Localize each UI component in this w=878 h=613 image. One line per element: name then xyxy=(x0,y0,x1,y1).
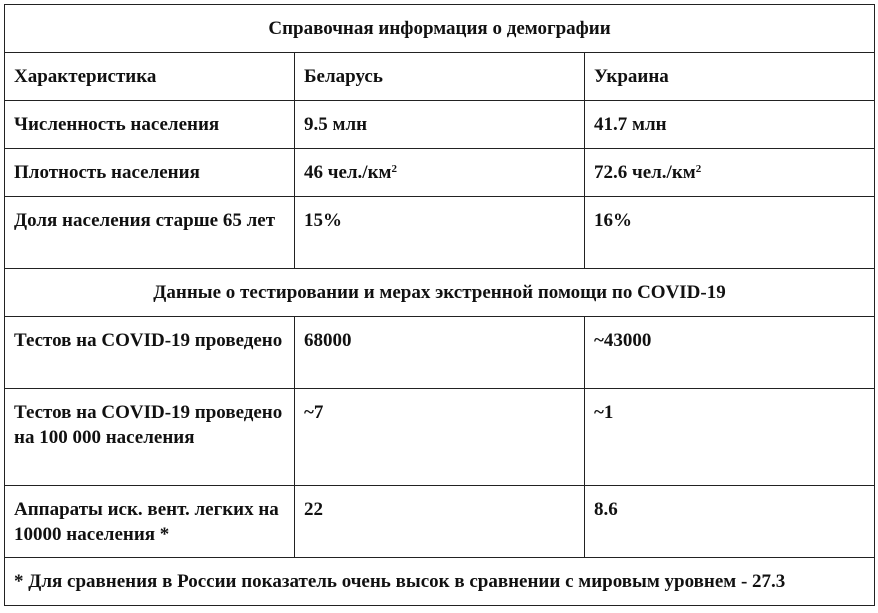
table-row xyxy=(5,149,875,197)
belarus-value: 68000 xyxy=(295,317,585,389)
table-row xyxy=(5,317,875,389)
covid-section-title: Данные о тестировании и мерах экстренной помощи по COVID-19 xyxy=(5,269,875,317)
belarus-value: 9.5 млн xyxy=(295,101,585,149)
ukraine-value: ~1 xyxy=(585,389,875,486)
row-label: Доля населения старше 65 лет xyxy=(5,197,295,269)
belarus-value: 46 чел./км xyxy=(304,162,392,183)
ukraine-value: ~43000 xyxy=(585,317,875,389)
unit-superscript: 2 xyxy=(391,163,397,175)
table-row xyxy=(5,389,875,486)
table-row xyxy=(5,101,875,149)
demography-table xyxy=(4,4,875,606)
ukraine-value-cell xyxy=(585,149,875,197)
ukraine-value: 41.7 млн xyxy=(585,101,875,149)
row-label: Плотность населения xyxy=(5,149,295,197)
row-label: Аппараты иск. вент. легких на 10000 населения * xyxy=(5,486,295,558)
column-header-ukraine: Украина xyxy=(585,53,875,101)
row-label: Тестов на COVID-19 проведено на 100 000 населения xyxy=(5,389,295,486)
row-label: Тестов на COVID-19 проведено xyxy=(5,317,295,389)
ukraine-value: 72.6 чел./км xyxy=(594,162,696,183)
belarus-value: ~7 xyxy=(295,389,585,486)
belarus-value: 15% xyxy=(295,197,585,269)
header-row xyxy=(5,53,875,101)
section-row xyxy=(5,269,875,317)
ukraine-value: 16% xyxy=(585,197,875,269)
footnote-row xyxy=(5,558,875,606)
column-header-belarus: Беларусь xyxy=(295,53,585,101)
row-label: Численность населения xyxy=(5,101,295,149)
belarus-value-cell xyxy=(295,149,585,197)
table-row xyxy=(5,486,875,558)
belarus-value: 22 xyxy=(295,486,585,558)
table-row xyxy=(5,197,875,269)
title-row xyxy=(5,5,875,53)
ukraine-value: 8.6 xyxy=(585,486,875,558)
unit-superscript: 2 xyxy=(695,163,702,175)
table-title: Справочная информация о демографии xyxy=(5,5,875,53)
column-header-characteristic: Характеристика xyxy=(5,53,295,101)
footnote: * Для сравнения в России показатель очень высок в сравнении с мировым уровнем - 27.3 xyxy=(5,558,875,606)
